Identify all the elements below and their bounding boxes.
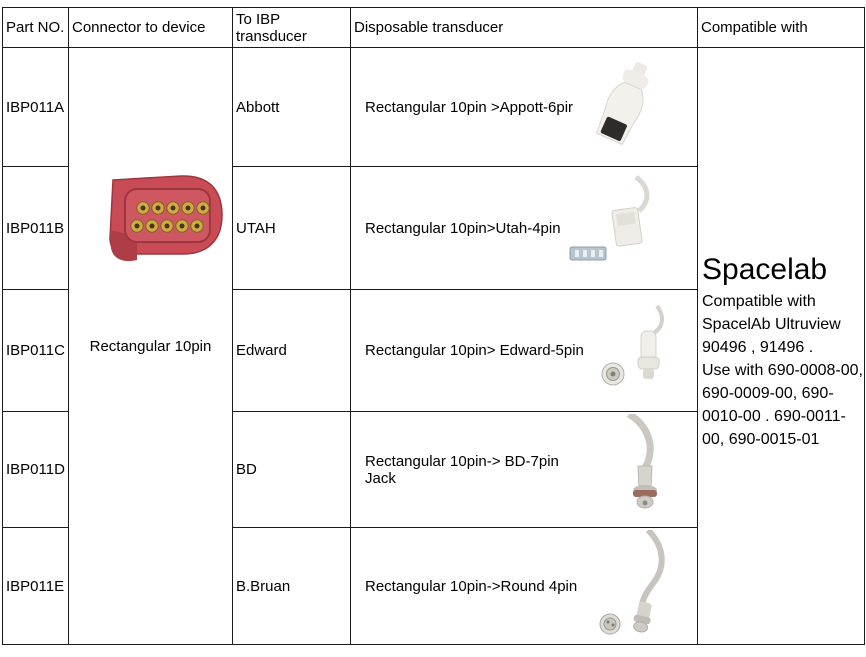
abbott-6pin-adapter-photo [585, 58, 663, 157]
compatible-desc-line: 90496 , 91496 . [702, 339, 814, 356]
ibp-transducer-cell: Edward [233, 290, 351, 412]
disposable-transducer-cell [351, 528, 698, 645]
compatible-desc-line: 0010-00 . 690-0011- [702, 408, 846, 425]
disposable-transducer-cell [351, 412, 698, 528]
disposable-transducer-cell [351, 167, 698, 290]
ibp-transducer-cell: Abbott [233, 48, 351, 167]
compatible-desc-line: 00, 690-0015-01 [702, 431, 820, 448]
compatible-desc-line: Compatible with [702, 293, 816, 310]
col-header-disposable-transducer: Disposable transducer [351, 8, 698, 48]
disposable-transducer-cell [351, 290, 698, 412]
col-header-part-no: Part NO. [3, 8, 69, 48]
compatible-desc-line: 690-0009-00, 690- [702, 385, 834, 402]
disposable-transducer-cell [351, 48, 698, 167]
compatible-with-cell [698, 48, 865, 645]
disposable-label: Rectangular 10pin->Round 4pin [365, 577, 578, 595]
disposable-label: Rectangular 10pin>Utah-4pin [365, 219, 561, 237]
part-no-cell: IBP011B [3, 167, 69, 290]
compatible-desc-line: Use with 690-0008-00, [702, 362, 863, 379]
utah-4pin-connector-photo [566, 175, 661, 274]
disposable-label: Rectangular 10pin-> BD-7pin Jack [365, 452, 559, 487]
connector-to-device-cell [69, 48, 233, 645]
part-no-cell: IBP011C [3, 290, 69, 412]
compatible-desc-line: SpacelAb Ultruview [702, 316, 841, 333]
ibp-transducer-cell: B.Bruan [233, 528, 351, 645]
compatible-brand: Spacelab [702, 253, 828, 286]
red-rectangular-10pin-connector-photo [95, 170, 231, 266]
bd-7pin-jack-connector-photo [595, 414, 667, 518]
col-header-compatible-with: Compatible with [698, 8, 865, 48]
disposable-label: Rectangular 10pin> Edward-5pin [365, 342, 584, 359]
edward-5pin-connector-photo [595, 304, 677, 403]
connector-label: Rectangular 10pin [89, 338, 212, 355]
part-no-cell: IBP011D [3, 412, 69, 528]
compatibility-table [2, 7, 865, 645]
col-header-connector-to-device: Connector to device [69, 8, 233, 48]
table-row [3, 48, 865, 167]
header-row [3, 8, 865, 48]
part-no-cell: IBP011E [3, 528, 69, 645]
bbraun-round-4pin-connector-photo [590, 530, 672, 642]
ibp-transducer-cell: BD [233, 412, 351, 528]
disposable-label: Rectangular 10pin >Appott-6pir [365, 98, 574, 116]
ibp-transducer-cell: UTAH [233, 167, 351, 290]
part-no-cell: IBP011A [3, 48, 69, 167]
col-header-to-ibp-transducer: To IBP transducer [233, 8, 351, 48]
